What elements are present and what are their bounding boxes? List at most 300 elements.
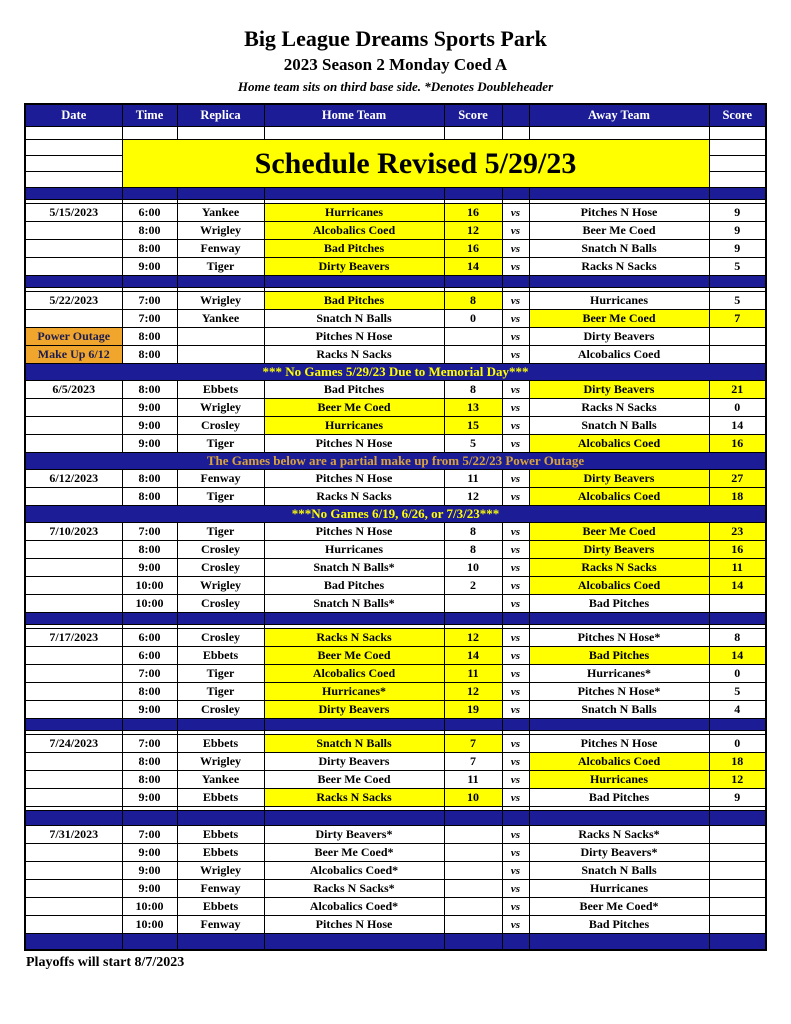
home-team-cell: Racks N Sacks* bbox=[264, 880, 444, 898]
time-cell: 7:00 bbox=[122, 310, 177, 328]
header-note: Home team sits on third base side. *Denotes Doubleheader bbox=[237, 79, 554, 94]
away-team-cell: Snatch N Balls bbox=[529, 417, 709, 435]
replica-cell bbox=[177, 188, 264, 200]
home-team-cell: Dirty Beavers bbox=[264, 258, 444, 276]
away-score-cell bbox=[709, 346, 766, 364]
away-score-cell: 18 bbox=[709, 753, 766, 771]
time-cell: 6:00 bbox=[122, 647, 177, 665]
date-cell bbox=[25, 258, 122, 276]
date-cell bbox=[25, 127, 122, 140]
away-team-cell: Alcobalics Coed bbox=[529, 346, 709, 364]
time-cell: 8:00 bbox=[122, 222, 177, 240]
time-cell: 8:00 bbox=[122, 683, 177, 701]
home-team-cell: Snatch N Balls bbox=[264, 735, 444, 753]
away-team-cell: Alcobalics Coed bbox=[529, 577, 709, 595]
date-cell: 7/17/2023 bbox=[25, 629, 122, 647]
away-team-cell: Racks N Sacks bbox=[529, 258, 709, 276]
game-row bbox=[25, 683, 766, 701]
replica-cell bbox=[177, 811, 264, 826]
away-team-cell: Beer Me Coed bbox=[529, 222, 709, 240]
home-team-cell: Racks N Sacks bbox=[264, 488, 444, 506]
away-team-cell: Alcobalics Coed bbox=[529, 488, 709, 506]
away-score-cell: 9 bbox=[709, 204, 766, 222]
date-cell: 6/12/2023 bbox=[25, 470, 122, 488]
away-team-cell: Alcobalics Coed bbox=[529, 753, 709, 771]
away-score-cell: 16 bbox=[709, 541, 766, 559]
game-row bbox=[25, 488, 766, 506]
away-score-cell bbox=[709, 811, 766, 826]
replica-cell bbox=[177, 346, 264, 364]
home-team-cell: Beer Me Coed* bbox=[264, 844, 444, 862]
time-cell bbox=[122, 934, 177, 951]
home-score-cell: 11 bbox=[444, 470, 502, 488]
date-cell bbox=[25, 665, 122, 683]
home-score-cell: 10 bbox=[444, 559, 502, 577]
away-team-cell: Dirty Beavers bbox=[529, 328, 709, 346]
date-cell: 7/10/2023 bbox=[25, 523, 122, 541]
away-score-cell: 5 bbox=[709, 292, 766, 310]
vs-label: vs bbox=[502, 204, 529, 222]
time-cell: 9:00 bbox=[122, 789, 177, 807]
vs-label: vs bbox=[502, 328, 529, 346]
game-row bbox=[25, 435, 766, 453]
away-team-cell bbox=[529, 811, 709, 826]
away-team-cell bbox=[529, 934, 709, 951]
date-cell: 5/22/2023 bbox=[25, 292, 122, 310]
playoffs-note: Playoffs will start 8/7/2023 bbox=[26, 955, 185, 970]
away-team-cell bbox=[529, 613, 709, 625]
game-row bbox=[25, 310, 766, 328]
separator-row bbox=[25, 613, 766, 625]
date-cell bbox=[25, 488, 122, 506]
home-team-cell: Pitches N Hose bbox=[264, 435, 444, 453]
away-team-cell: Beer Me Coed bbox=[529, 310, 709, 328]
home-score-cell: 11 bbox=[444, 665, 502, 683]
home-score-cell bbox=[444, 127, 502, 140]
column-header-away-team: Away Team bbox=[529, 104, 709, 127]
replica-cell: Ebbets bbox=[177, 898, 264, 916]
home-score-cell bbox=[444, 188, 502, 200]
game-row bbox=[25, 916, 766, 934]
away-score-cell bbox=[709, 188, 766, 200]
replica-cell: Ebbets bbox=[177, 381, 264, 399]
time-cell: 8:00 bbox=[122, 753, 177, 771]
replica-cell: Wrigley bbox=[177, 577, 264, 595]
replica-cell: Tiger bbox=[177, 665, 264, 683]
home-score-cell: 7 bbox=[444, 735, 502, 753]
vs-label: vs bbox=[502, 435, 529, 453]
away-team-cell: Snatch N Balls bbox=[529, 862, 709, 880]
date-cell bbox=[25, 188, 122, 200]
away-score-cell bbox=[709, 276, 766, 288]
date-cell bbox=[25, 701, 122, 719]
home-score-cell: 2 bbox=[444, 577, 502, 595]
away-team-cell: Pitches N Hose* bbox=[529, 683, 709, 701]
away-score-cell: 14 bbox=[709, 417, 766, 435]
column-header-replica: Replica bbox=[177, 104, 264, 127]
replica-cell bbox=[177, 328, 264, 346]
vs-label: vs bbox=[502, 844, 529, 862]
date-cell bbox=[25, 880, 122, 898]
time-cell: 8:00 bbox=[122, 771, 177, 789]
date-cell bbox=[25, 240, 122, 258]
away-team-cell bbox=[529, 276, 709, 288]
home-team-cell: Snatch N Balls bbox=[264, 310, 444, 328]
vs-label: vs bbox=[502, 771, 529, 789]
home-score-cell: 19 bbox=[444, 701, 502, 719]
away-team-cell bbox=[529, 127, 709, 140]
away-team-cell: Dirty Beavers* bbox=[529, 844, 709, 862]
home-team-cell: Snatch N Balls* bbox=[264, 595, 444, 613]
vs-label: vs bbox=[502, 381, 529, 399]
away-team-cell: Pitches N Hose* bbox=[529, 629, 709, 647]
date-cell bbox=[25, 399, 122, 417]
away-team-cell: Dirty Beavers bbox=[529, 470, 709, 488]
vs-label: vs bbox=[502, 577, 529, 595]
vs-label: vs bbox=[502, 292, 529, 310]
vs-label: vs bbox=[502, 310, 529, 328]
replica-cell: Wrigley bbox=[177, 753, 264, 771]
page-title: Big League Dreams Sports Park bbox=[244, 26, 547, 51]
away-score-cell: 5 bbox=[709, 683, 766, 701]
home-team-cell: Racks N Sacks bbox=[264, 789, 444, 807]
away-score-cell: 14 bbox=[709, 577, 766, 595]
home-score-cell: 15 bbox=[444, 417, 502, 435]
time-cell: 9:00 bbox=[122, 862, 177, 880]
home-team-cell: Alcobalics Coed bbox=[264, 222, 444, 240]
game-row bbox=[25, 222, 766, 240]
vs-label: vs bbox=[502, 862, 529, 880]
replica-cell: Wrigley bbox=[177, 862, 264, 880]
separator-row bbox=[25, 719, 766, 731]
game-row bbox=[25, 862, 766, 880]
time-cell: 9:00 bbox=[122, 258, 177, 276]
home-score-cell bbox=[444, 844, 502, 862]
home-team-cell: Beer Me Coed bbox=[264, 771, 444, 789]
home-team-cell: Hurricanes bbox=[264, 417, 444, 435]
away-score-cell: 14 bbox=[709, 647, 766, 665]
time-cell: 10:00 bbox=[122, 898, 177, 916]
vs-label: vs bbox=[502, 701, 529, 719]
home-score-cell bbox=[444, 934, 502, 951]
date-cell bbox=[25, 862, 122, 880]
home-score-cell: 16 bbox=[444, 240, 502, 258]
away-score-cell bbox=[709, 595, 766, 613]
date-cell: 7/24/2023 bbox=[25, 735, 122, 753]
replica-cell: Crosley bbox=[177, 595, 264, 613]
replica-cell: Fenway bbox=[177, 240, 264, 258]
game-row bbox=[25, 523, 766, 541]
game-row bbox=[25, 595, 766, 613]
home-score-cell: 11 bbox=[444, 771, 502, 789]
replica-cell: Fenway bbox=[177, 470, 264, 488]
note-text: ***No Games 6/19, 6/26, or 7/3/23*** bbox=[25, 506, 766, 523]
away-team-cell bbox=[529, 719, 709, 731]
replica-cell bbox=[177, 719, 264, 731]
home-score-cell bbox=[444, 719, 502, 731]
game-row bbox=[25, 470, 766, 488]
game-row bbox=[25, 665, 766, 683]
away-score-cell bbox=[709, 140, 766, 156]
home-score-cell: 10 bbox=[444, 789, 502, 807]
vs-label: vs bbox=[502, 488, 529, 506]
date-cell bbox=[25, 577, 122, 595]
away-team-cell: Hurricanes* bbox=[529, 665, 709, 683]
date-cell bbox=[25, 417, 122, 435]
date-cell bbox=[25, 647, 122, 665]
game-row bbox=[25, 258, 766, 276]
date-cell bbox=[25, 276, 122, 288]
home-team-cell bbox=[264, 811, 444, 826]
away-score-cell bbox=[709, 934, 766, 951]
time-cell: 8:00 bbox=[122, 381, 177, 399]
replica-cell bbox=[177, 127, 264, 140]
date-cell bbox=[25, 156, 122, 172]
home-score-cell: 16 bbox=[444, 204, 502, 222]
vs-label: vs bbox=[502, 523, 529, 541]
time-cell: 8:00 bbox=[122, 488, 177, 506]
home-team-cell: Bad Pitches bbox=[264, 381, 444, 399]
date-cell bbox=[25, 719, 122, 731]
replica-cell: Tiger bbox=[177, 258, 264, 276]
home-score-cell bbox=[444, 898, 502, 916]
replica-cell: Fenway bbox=[177, 880, 264, 898]
replica-cell: Tiger bbox=[177, 683, 264, 701]
vs-label: vs bbox=[502, 559, 529, 577]
away-team-cell: Pitches N Hose bbox=[529, 204, 709, 222]
home-team-cell bbox=[264, 613, 444, 625]
game-row bbox=[25, 346, 766, 364]
away-team-cell: Racks N Sacks* bbox=[529, 826, 709, 844]
empty-row bbox=[25, 127, 766, 140]
home-team-cell: Snatch N Balls* bbox=[264, 559, 444, 577]
home-team-cell bbox=[264, 188, 444, 200]
away-score-cell: 9 bbox=[709, 222, 766, 240]
home-score-cell: 12 bbox=[444, 629, 502, 647]
game-row bbox=[25, 771, 766, 789]
away-team-cell: Beer Me Coed bbox=[529, 523, 709, 541]
vs-label: vs bbox=[502, 222, 529, 240]
home-team-cell: Hurricanes bbox=[264, 541, 444, 559]
vs-cell bbox=[502, 127, 529, 140]
date-cell bbox=[25, 789, 122, 807]
date-cell bbox=[25, 811, 122, 826]
away-score-cell bbox=[709, 880, 766, 898]
away-score-cell: 7 bbox=[709, 310, 766, 328]
home-team-cell: Pitches N Hose bbox=[264, 523, 444, 541]
vs-label: vs bbox=[502, 417, 529, 435]
home-score-cell bbox=[444, 880, 502, 898]
home-team-cell: Alcobalics Coed* bbox=[264, 862, 444, 880]
away-score-cell bbox=[709, 719, 766, 731]
away-team-cell: Snatch N Balls bbox=[529, 701, 709, 719]
replica-cell: Crosley bbox=[177, 417, 264, 435]
vs-label: vs bbox=[502, 735, 529, 753]
away-score-cell: 23 bbox=[709, 523, 766, 541]
home-team-cell: Pitches N Hose bbox=[264, 916, 444, 934]
banner-row bbox=[25, 140, 766, 156]
replica-cell bbox=[177, 613, 264, 625]
home-score-cell bbox=[444, 811, 502, 826]
replica-cell: Wrigley bbox=[177, 222, 264, 240]
time-cell: 10:00 bbox=[122, 595, 177, 613]
game-row bbox=[25, 292, 766, 310]
away-score-cell bbox=[709, 127, 766, 140]
vs-label: vs bbox=[502, 826, 529, 844]
note-text: The Games below are a partial make up from 5/22/23 Power Outage bbox=[25, 453, 766, 470]
vs-label: vs bbox=[502, 541, 529, 559]
header-row bbox=[25, 104, 766, 127]
home-team-cell: Racks N Sacks bbox=[264, 629, 444, 647]
time-cell: 9:00 bbox=[122, 559, 177, 577]
date-cell: Make Up 6/12 bbox=[25, 346, 122, 364]
replica-cell: Yankee bbox=[177, 771, 264, 789]
date-cell: Power Outage bbox=[25, 328, 122, 346]
home-score-cell: 8 bbox=[444, 541, 502, 559]
replica-cell: Fenway bbox=[177, 916, 264, 934]
home-score-cell bbox=[444, 276, 502, 288]
away-score-cell: 16 bbox=[709, 435, 766, 453]
replica-cell: Yankee bbox=[177, 310, 264, 328]
date-cell bbox=[25, 140, 122, 156]
schedule-table bbox=[24, 103, 767, 951]
column-header-vs bbox=[502, 104, 529, 127]
home-score-cell: 8 bbox=[444, 292, 502, 310]
vs-label: vs bbox=[502, 240, 529, 258]
date-cell bbox=[25, 541, 122, 559]
date-cell bbox=[25, 222, 122, 240]
game-row bbox=[25, 541, 766, 559]
time-cell: 9:00 bbox=[122, 417, 177, 435]
home-score-cell bbox=[444, 346, 502, 364]
vs-cell bbox=[502, 188, 529, 200]
away-score-cell: 11 bbox=[709, 559, 766, 577]
column-header-score: Score bbox=[709, 104, 766, 127]
replica-cell: Crosley bbox=[177, 541, 264, 559]
home-score-cell: 8 bbox=[444, 381, 502, 399]
date-cell bbox=[25, 934, 122, 951]
game-row bbox=[25, 898, 766, 916]
home-score-cell: 7 bbox=[444, 753, 502, 771]
home-team-cell: Bad Pitches bbox=[264, 240, 444, 258]
away-score-cell: 18 bbox=[709, 488, 766, 506]
vs-label: vs bbox=[502, 665, 529, 683]
date-cell bbox=[25, 683, 122, 701]
away-score-cell: 5 bbox=[709, 258, 766, 276]
vs-label: vs bbox=[502, 898, 529, 916]
replica-cell: Tiger bbox=[177, 488, 264, 506]
home-score-cell: 12 bbox=[444, 683, 502, 701]
separator-row bbox=[25, 934, 766, 951]
note-text: *** No Games 5/29/23 Due to Memorial Day*** bbox=[25, 364, 766, 381]
away-team-cell: Bad Pitches bbox=[529, 647, 709, 665]
game-row bbox=[25, 701, 766, 719]
away-score-cell: 27 bbox=[709, 470, 766, 488]
table-body bbox=[25, 127, 766, 951]
vs-label: vs bbox=[502, 880, 529, 898]
replica-cell: Ebbets bbox=[177, 826, 264, 844]
replica-cell: Ebbets bbox=[177, 844, 264, 862]
date-cell bbox=[25, 613, 122, 625]
away-score-cell bbox=[709, 862, 766, 880]
time-cell bbox=[122, 811, 177, 826]
game-row bbox=[25, 204, 766, 222]
vs-label: vs bbox=[502, 258, 529, 276]
time-cell bbox=[122, 719, 177, 731]
date-cell bbox=[25, 172, 122, 188]
date-cell bbox=[25, 310, 122, 328]
time-cell: 7:00 bbox=[122, 292, 177, 310]
time-cell bbox=[122, 276, 177, 288]
date-cell bbox=[25, 559, 122, 577]
date-cell bbox=[25, 916, 122, 934]
home-team-cell: Beer Me Coed bbox=[264, 647, 444, 665]
time-cell: 7:00 bbox=[122, 665, 177, 683]
home-team-cell bbox=[264, 934, 444, 951]
vs-label: vs bbox=[502, 629, 529, 647]
replica-cell: Crosley bbox=[177, 559, 264, 577]
replica-cell: Crosley bbox=[177, 701, 264, 719]
home-team-cell: Bad Pitches bbox=[264, 292, 444, 310]
game-row bbox=[25, 789, 766, 807]
game-row bbox=[25, 328, 766, 346]
separator-row bbox=[25, 276, 766, 288]
date-cell: 6/5/2023 bbox=[25, 381, 122, 399]
vs-cell bbox=[502, 613, 529, 625]
home-team-cell: Hurricanes* bbox=[264, 683, 444, 701]
time-cell: 9:00 bbox=[122, 880, 177, 898]
column-header-home-team: Home Team bbox=[264, 104, 444, 127]
home-team-cell: Dirty Beavers bbox=[264, 701, 444, 719]
home-team-cell: Dirty Beavers bbox=[264, 753, 444, 771]
replica-cell: Yankee bbox=[177, 204, 264, 222]
away-score-cell bbox=[709, 916, 766, 934]
away-score-cell: 9 bbox=[709, 789, 766, 807]
game-row bbox=[25, 399, 766, 417]
vs-label: vs bbox=[502, 683, 529, 701]
home-score-cell bbox=[444, 826, 502, 844]
home-score-cell: 0 bbox=[444, 310, 502, 328]
away-score-cell bbox=[709, 156, 766, 172]
vs-cell bbox=[502, 719, 529, 731]
away-score-cell: 21 bbox=[709, 381, 766, 399]
away-team-cell: Hurricanes bbox=[529, 771, 709, 789]
home-score-cell: 8 bbox=[444, 523, 502, 541]
home-team-cell: Hurricanes bbox=[264, 204, 444, 222]
vs-label: vs bbox=[502, 789, 529, 807]
vs-cell bbox=[502, 276, 529, 288]
away-score-cell bbox=[709, 613, 766, 625]
away-team-cell: Snatch N Balls bbox=[529, 240, 709, 258]
home-team-cell bbox=[264, 127, 444, 140]
game-row bbox=[25, 629, 766, 647]
replica-cell: Tiger bbox=[177, 523, 264, 541]
date-cell bbox=[25, 771, 122, 789]
column-header-score: Score bbox=[444, 104, 502, 127]
time-cell: 6:00 bbox=[122, 204, 177, 222]
away-score-cell bbox=[709, 898, 766, 916]
time-cell bbox=[122, 188, 177, 200]
game-row bbox=[25, 577, 766, 595]
vs-label: vs bbox=[502, 753, 529, 771]
home-score-cell: 5 bbox=[444, 435, 502, 453]
time-cell: 10:00 bbox=[122, 577, 177, 595]
away-score-cell: 12 bbox=[709, 771, 766, 789]
replica-cell: Wrigley bbox=[177, 399, 264, 417]
column-header-date: Date bbox=[25, 104, 122, 127]
home-team-cell: Alcobalics Coed* bbox=[264, 898, 444, 916]
away-team-cell: Pitches N Hose bbox=[529, 735, 709, 753]
